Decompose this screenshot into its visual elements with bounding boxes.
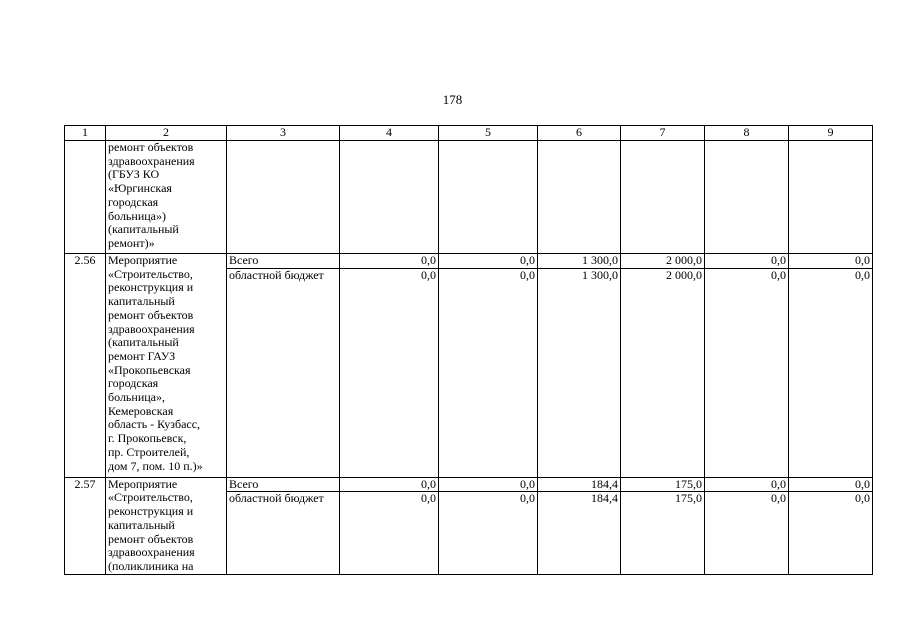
column-number: 8: [705, 126, 789, 141]
value-cell: 175,0: [621, 477, 705, 492]
funding-source: областной бюджет: [227, 492, 340, 574]
empty-cell: [227, 141, 340, 254]
empty-cell: [705, 141, 789, 254]
value-cell: 0,0: [439, 477, 538, 492]
budget-table: [64, 125, 873, 575]
value-cell: 0,0: [705, 492, 789, 574]
item-number-cell: [65, 141, 106, 254]
column-number: 3: [227, 126, 340, 141]
column-number: 7: [621, 126, 705, 141]
value-cell: 0,0: [705, 254, 789, 269]
funding-source: Всего: [227, 254, 340, 269]
table-row: [65, 254, 873, 269]
item-description: Мероприятие «Строительство, реконструкция и капитальный ремонт объектов здравоохранения (поликлиника на: [106, 477, 227, 574]
funding-source: областной бюджет: [227, 268, 340, 477]
empty-cell: [439, 141, 538, 254]
value-cell: 0,0: [340, 254, 439, 269]
value-cell: 175,0: [621, 492, 705, 574]
funding-source: Всего: [227, 477, 340, 492]
column-number: 5: [439, 126, 538, 141]
value-cell: 0,0: [340, 477, 439, 492]
value-cell: 0,0: [789, 254, 873, 269]
empty-cell: [340, 141, 439, 254]
value-cell: 0,0: [705, 477, 789, 492]
value-cell: 0,0: [439, 492, 538, 574]
value-cell: 0,0: [789, 477, 873, 492]
value-cell: 184,4: [538, 477, 621, 492]
empty-cell: [621, 141, 705, 254]
column-number: 4: [340, 126, 439, 141]
column-number: 2: [106, 126, 227, 141]
item-description: Мероприятие «Строительство, реконструкция и капитальный ремонт объектов здравоохранения (капитальный ремонт ГАУЗ «Прокопьевская городская больница», Кемеровская область - Кузбасс, г. Прокопьевск, пр. Строителей, дом 7, пом. 10 п.)»: [106, 254, 227, 478]
empty-cell: [538, 141, 621, 254]
value-cell: 1 300,0: [538, 254, 621, 269]
value-cell: 0,0: [439, 254, 538, 269]
value-cell: 0,0: [340, 268, 439, 477]
item-number: 2.57: [65, 477, 106, 574]
column-numbers-row: [65, 126, 873, 141]
value-cell: 2 000,0: [621, 254, 705, 269]
value-cell: 0,0: [340, 492, 439, 574]
value-cell: 0,0: [789, 268, 873, 477]
value-cell: 184,4: [538, 492, 621, 574]
value-cell: 0,0: [705, 268, 789, 477]
value-cell: 1 300,0: [538, 268, 621, 477]
item-number: 2.56: [65, 254, 106, 478]
column-number: 6: [538, 126, 621, 141]
value-cell: 0,0: [789, 492, 873, 574]
table-row: [65, 141, 873, 254]
empty-cell: [789, 141, 873, 254]
column-number: 1: [65, 126, 106, 141]
page-number: 178: [442, 92, 463, 107]
value-cell: 0,0: [439, 268, 538, 477]
column-number: 9: [789, 126, 873, 141]
value-cell: 2 000,0: [621, 268, 705, 477]
table-row: [65, 477, 873, 492]
item-description-continuation: ремонт объектов здравоохранения (ГБУЗ КО «Юргинская городская больница») (капитальный ремонт)»: [106, 141, 227, 254]
